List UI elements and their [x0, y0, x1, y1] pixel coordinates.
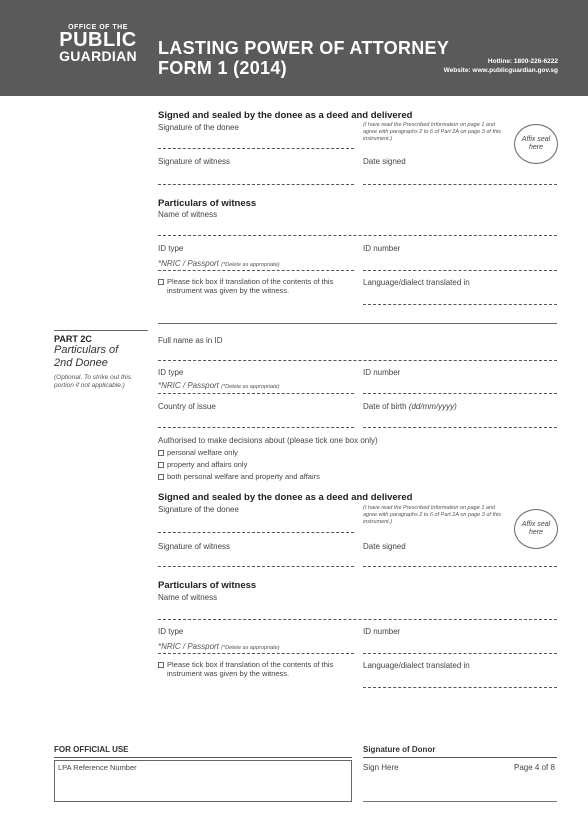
s1-sig-donee-line[interactable]	[158, 148, 354, 149]
s1-sig-donee-label: Signature of the donee	[158, 123, 239, 132]
s2-id-type-label: ID type	[158, 627, 184, 636]
s2-sig-donee-label: Signature of the donee	[158, 505, 239, 514]
p2c-dob-text: Date of birth	[363, 402, 407, 411]
donor-signature-line[interactable]	[363, 801, 557, 802]
s1-language-label: Language/dialect translated in	[363, 278, 470, 287]
p2c-opt2-checkbox[interactable]	[158, 462, 164, 468]
part2c-sidebar-rule	[54, 330, 148, 331]
form-title-line2: FORM 1 (2014)	[158, 58, 287, 78]
s2-witness-heading: Particulars of witness	[158, 580, 257, 591]
s1-heading: Signed and sealed by the donee as a deed and delivered	[158, 110, 413, 121]
part2c-sidebar	[54, 334, 148, 390]
s1-witness-heading: Particulars of witness	[158, 198, 257, 209]
s2-sig-donee-line[interactable]	[158, 532, 354, 533]
s2-translation-label: Please tick box if translation of the contents of this instrument was given by the witness.	[167, 660, 334, 678]
s1-translation-label: Please tick box if translation of the contents of this instrument was given by the witness.	[167, 277, 334, 295]
s2-translation-row	[158, 660, 348, 678]
s1-prescribed-note: (I have read the Prescribed Information on page 1 and agree with paragraphs 2 to 6 of Part 2A on page 3 of this instrument.)	[363, 122, 501, 142]
part2c-sub2: 2nd Donee	[54, 357, 108, 369]
s2-id-type-line[interactable]	[158, 653, 354, 654]
contact-info	[444, 57, 558, 75]
s2-date-signed-label: Date signed	[363, 542, 406, 551]
s1-nric-text: *NRIC / Passport	[158, 259, 219, 268]
s1-id-number-line[interactable]	[363, 270, 557, 271]
logo-line2: PUBLIC	[59, 29, 137, 51]
s2-seal-circle: Affix seal here	[514, 509, 558, 549]
donor-signature-heading: Signature of Donor	[363, 745, 436, 754]
p2c-opt1-checkbox[interactable]	[158, 450, 164, 456]
p2c-dob-format: (dd/mm/yyyy)	[408, 402, 457, 411]
lpa-reference-box[interactable]	[54, 760, 352, 802]
s1-id-number-label: ID number	[363, 244, 401, 253]
p2c-full-name-line[interactable]	[158, 360, 557, 361]
s2-id-number-line[interactable]	[363, 653, 557, 654]
website: Website: www.publicguardian.gov.sg	[443, 67, 558, 74]
s1-id-type-line[interactable]	[158, 270, 354, 271]
p2c-opt1-label: personal welfare only	[167, 448, 238, 457]
s2-prescribed-note: (I have read the Prescribed Information on page 1 and agree with paragraphs 2 to 6 of Part 2A on page 3 of this instrument.)	[363, 505, 501, 525]
s1-date-signed-line[interactable]	[363, 184, 557, 185]
p2c-opt2-label: property and affairs only	[167, 460, 248, 469]
p2c-id-number-label: ID number	[363, 368, 401, 377]
p2c-dob-line[interactable]	[363, 427, 557, 428]
opg-logo	[56, 24, 140, 63]
sign-here-label: Sign Here	[363, 763, 399, 772]
p2c-delete-note: (*Delete as appropriate)	[221, 384, 280, 390]
page-header	[0, 0, 588, 96]
p2c-nric-passport	[158, 381, 280, 390]
p2c-opt2-row	[158, 460, 247, 469]
p2c-opt1-row	[158, 448, 238, 457]
donor-signature-rule	[363, 757, 557, 758]
p2c-opt3-row	[158, 472, 320, 481]
p2c-opt3-checkbox[interactable]	[158, 474, 164, 480]
s1-name-witness-label: Name of witness	[158, 210, 218, 219]
p2c-id-number-line[interactable]	[363, 393, 557, 394]
p2c-country-label: Country of issue	[158, 402, 216, 411]
section-divider-1	[158, 323, 557, 324]
p2c-nric-text: *NRIC / Passport	[158, 381, 219, 390]
s2-translation-checkbox[interactable]	[158, 662, 164, 668]
p2c-opt3-label: both personal welfare and property and affairs	[167, 472, 320, 481]
s2-nric-passport	[158, 642, 280, 651]
hotline: Hotline: 1800-226-6222	[487, 58, 558, 65]
page-number: Page 4 of 8	[514, 763, 555, 772]
s2-id-number-label: ID number	[363, 627, 401, 636]
logo-line3: GUARDIAN	[59, 48, 137, 64]
s1-sig-witness-label: Signature of witness	[158, 157, 231, 166]
s2-sig-witness-line[interactable]	[158, 566, 354, 567]
p2c-dob-label	[363, 402, 457, 411]
s1-id-type-label: ID type	[158, 244, 184, 253]
s2-name-witness-line[interactable]	[158, 619, 557, 620]
part2c-sub1: Particulars of	[54, 344, 119, 356]
p2c-full-name-label: Full name as in ID	[158, 336, 223, 345]
s1-nric-passport	[158, 259, 280, 268]
s2-date-signed-line[interactable]	[363, 566, 557, 567]
p2c-id-type-label: ID type	[158, 368, 184, 377]
s1-sig-witness-line[interactable]	[158, 184, 354, 185]
p2c-country-line[interactable]	[158, 427, 354, 428]
s2-heading: Signed and sealed by the donee as a deed and delivered	[158, 492, 413, 503]
part2c-optional-note: (Optional. To strike out this portion if not applicable.)	[54, 374, 132, 389]
s1-language-line[interactable]	[363, 304, 557, 305]
official-use-heading: FOR OFFICIAL USE	[54, 745, 129, 754]
form-title	[158, 38, 449, 78]
s2-language-label: Language/dialect translated in	[363, 661, 470, 670]
s1-translation-row	[158, 277, 348, 295]
official-use-rule	[54, 757, 352, 758]
part2c-title: PART 2C	[54, 334, 92, 344]
s1-date-signed-label: Date signed	[363, 157, 406, 166]
s2-nric-text: *NRIC / Passport	[158, 642, 219, 651]
s1-seal-circle: Affix seal here	[514, 124, 558, 164]
s2-sig-witness-label: Signature of witness	[158, 542, 231, 551]
s2-name-witness-label: Name of witness	[158, 593, 218, 602]
s2-delete-note: (*Delete as appropriate)	[221, 645, 280, 651]
s1-delete-note: (*Delete as appropriate)	[221, 262, 280, 268]
s2-language-line[interactable]	[363, 687, 557, 688]
form-title-line1: LASTING POWER OF ATTORNEY	[158, 38, 450, 58]
p2c-id-type-line[interactable]	[158, 393, 354, 394]
s1-translation-checkbox[interactable]	[158, 279, 164, 285]
p2c-authorised-label: Authorised to make decisions about (please tick one box only)	[158, 436, 378, 445]
lpa-reference-label: LPA Reference Number	[58, 763, 137, 772]
logo-line1: OFFICE OF THE	[68, 24, 128, 31]
s1-name-witness-line[interactable]	[158, 235, 557, 236]
